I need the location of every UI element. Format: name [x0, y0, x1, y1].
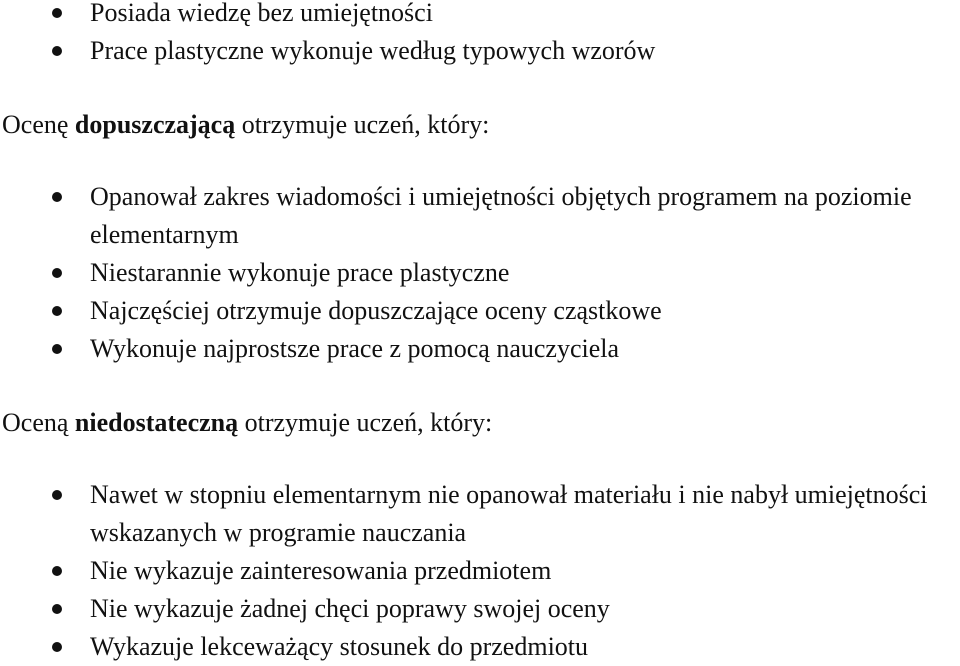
heading-niedostateczna — [0, 404, 960, 442]
list-item — [0, 292, 960, 330]
bullet-icon — [52, 604, 62, 614]
bullet-icon — [52, 344, 62, 354]
grade-name-bold: dopuszczającą — [74, 110, 236, 139]
bullet-icon — [52, 192, 62, 202]
list-item-text: Wykazuje lekceważący stosunek do przedmiotu — [90, 632, 589, 661]
bullet-icon — [52, 566, 62, 576]
list-item — [0, 552, 960, 590]
grade-name-bold: niedostateczną — [74, 408, 239, 437]
heading-prefix: Oceną — [2, 408, 75, 437]
heading-suffix: otrzymuje uczeń, który: — [238, 408, 493, 437]
list-item-text: Posiada wiedzę bez umiejętności — [90, 0, 433, 27]
list-item-text: Najczęściej otrzymuje dopuszczające oceny cząstkowe — [90, 296, 662, 325]
list-item — [0, 32, 960, 70]
list-item-text: Niestarannie wykonuje prace plastyczne — [90, 258, 510, 287]
list-item — [0, 0, 960, 32]
list-item — [0, 330, 960, 368]
list-item — [0, 178, 960, 254]
bullet-icon — [52, 8, 62, 18]
bullet-icon — [52, 46, 62, 56]
list-item — [0, 254, 960, 292]
bullet-icon — [52, 642, 62, 652]
list-item-text: Nawet w stopniu elementarnym nie opanował materiału i nie nabył umiejętności wskazanych w programie nauczania — [90, 480, 928, 547]
heading-suffix: otrzymuje uczeń, który: — [235, 110, 490, 139]
list-item-text: Opanował zakres wiadomości i umiejętności objętych programem na poziomie elementarnym — [90, 182, 912, 249]
bullet-icon — [52, 268, 62, 278]
niedostateczna-bullet-list — [0, 476, 960, 666]
heading-prefix: Ocenę — [2, 110, 75, 139]
list-item — [0, 590, 960, 628]
list-item — [0, 476, 960, 552]
bullet-icon — [52, 490, 62, 500]
list-item-text: Prace plastyczne wykonuje według typowych wzorów — [90, 36, 656, 65]
list-item-text: Nie wykazuje żadnej chęci poprawy swojej oceny — [90, 594, 610, 623]
top-bullet-list — [0, 0, 960, 70]
heading-dopuszczajaca — [0, 106, 960, 144]
list-item-text: Wykonuje najprostsze prace z pomocą nauczyciela — [90, 334, 620, 363]
list-item — [0, 628, 960, 666]
list-item-text: Nie wykazuje zainteresowania przedmiotem — [90, 556, 552, 585]
dopuszczajaca-bullet-list — [0, 178, 960, 368]
bullet-icon — [52, 306, 62, 316]
